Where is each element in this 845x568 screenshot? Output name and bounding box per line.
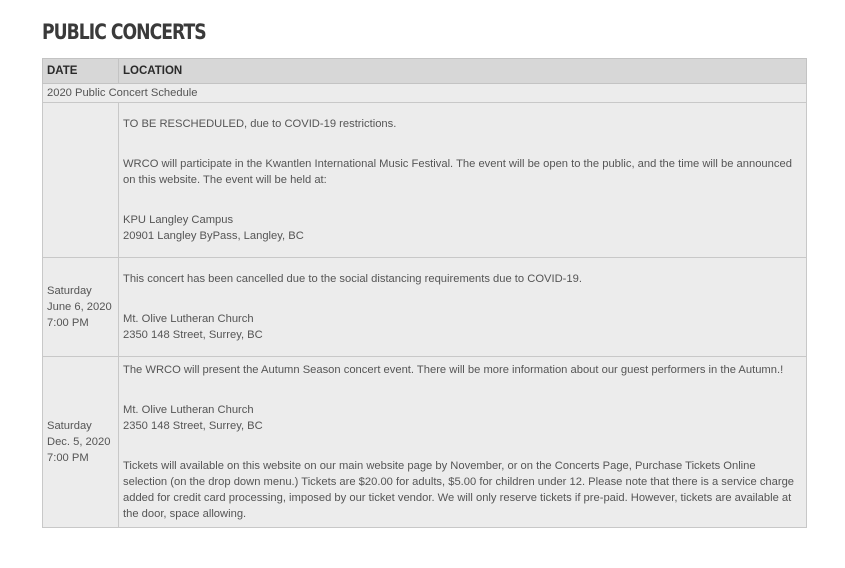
date-cell	[43, 258, 119, 357]
date-cell	[43, 103, 119, 258]
date-day: June 6, 2020	[47, 301, 112, 313]
venue-name: KPU Langley Campus	[123, 214, 234, 226]
date-weekday: Saturday	[47, 285, 92, 297]
event-description-text: The WRCO will present the Autumn Season concert event. There will be more information about our guest performers in the Autumn.!	[123, 364, 784, 376]
concert-schedule-table	[42, 58, 807, 528]
venue-address: 2350 148 Street, Surrey, BC	[123, 329, 263, 341]
table-header-row	[43, 59, 807, 84]
table-row	[43, 258, 807, 357]
section-label: 2020 Public Concert Schedule	[43, 84, 807, 103]
column-header-location: LOCATION	[119, 59, 807, 84]
location-cell	[119, 103, 807, 258]
column-header-date: DATE	[43, 59, 119, 84]
date-cell	[43, 357, 119, 528]
table-row	[43, 103, 807, 258]
date-weekday: Saturday	[47, 420, 92, 432]
venue-address: 2350 148 Street, Surrey, BC	[123, 420, 263, 432]
event-status-text: TO BE RESCHEDULED, due to COVID-19 restrictions.	[123, 118, 397, 130]
location-cell	[119, 357, 807, 528]
page-title: PUBLIC CONCERTS	[42, 20, 206, 44]
table-row	[43, 357, 807, 528]
location-cell	[119, 258, 807, 357]
date-time: 7:00 PM	[47, 452, 89, 464]
venue-address: 20901 Langley ByPass, Langley, BC	[123, 230, 304, 242]
event-status-text: This concert has been cancelled due to the social distancing requirements due to COVID-19.	[123, 273, 582, 285]
venue-name: Mt. Olive Lutheran Church	[123, 313, 254, 325]
date-day: Dec. 5, 2020	[47, 436, 111, 448]
section-row	[43, 84, 807, 103]
ticket-info-text: Tickets will available on this website on our main website page by November, or on the Concerts Page, Purchase Tickets Online selection (on the drop down menu.) Tickets are $20.00 for adults, $5.00 for children under 12. Please note that there is a service charge added for credit card processing, imposed by our ticket vendor. We will only reserve tickets if pre-paid. However, tickets are available at the door, space allowing.	[123, 460, 795, 520]
venue-name: Mt. Olive Lutheran Church	[123, 404, 254, 416]
date-time: 7:00 PM	[47, 317, 89, 329]
event-description-text: WRCO will participate in the Kwantlen International Music Festival. The event will be open to the public, and the time will be announced on this website. The event will be held at:	[123, 158, 792, 186]
